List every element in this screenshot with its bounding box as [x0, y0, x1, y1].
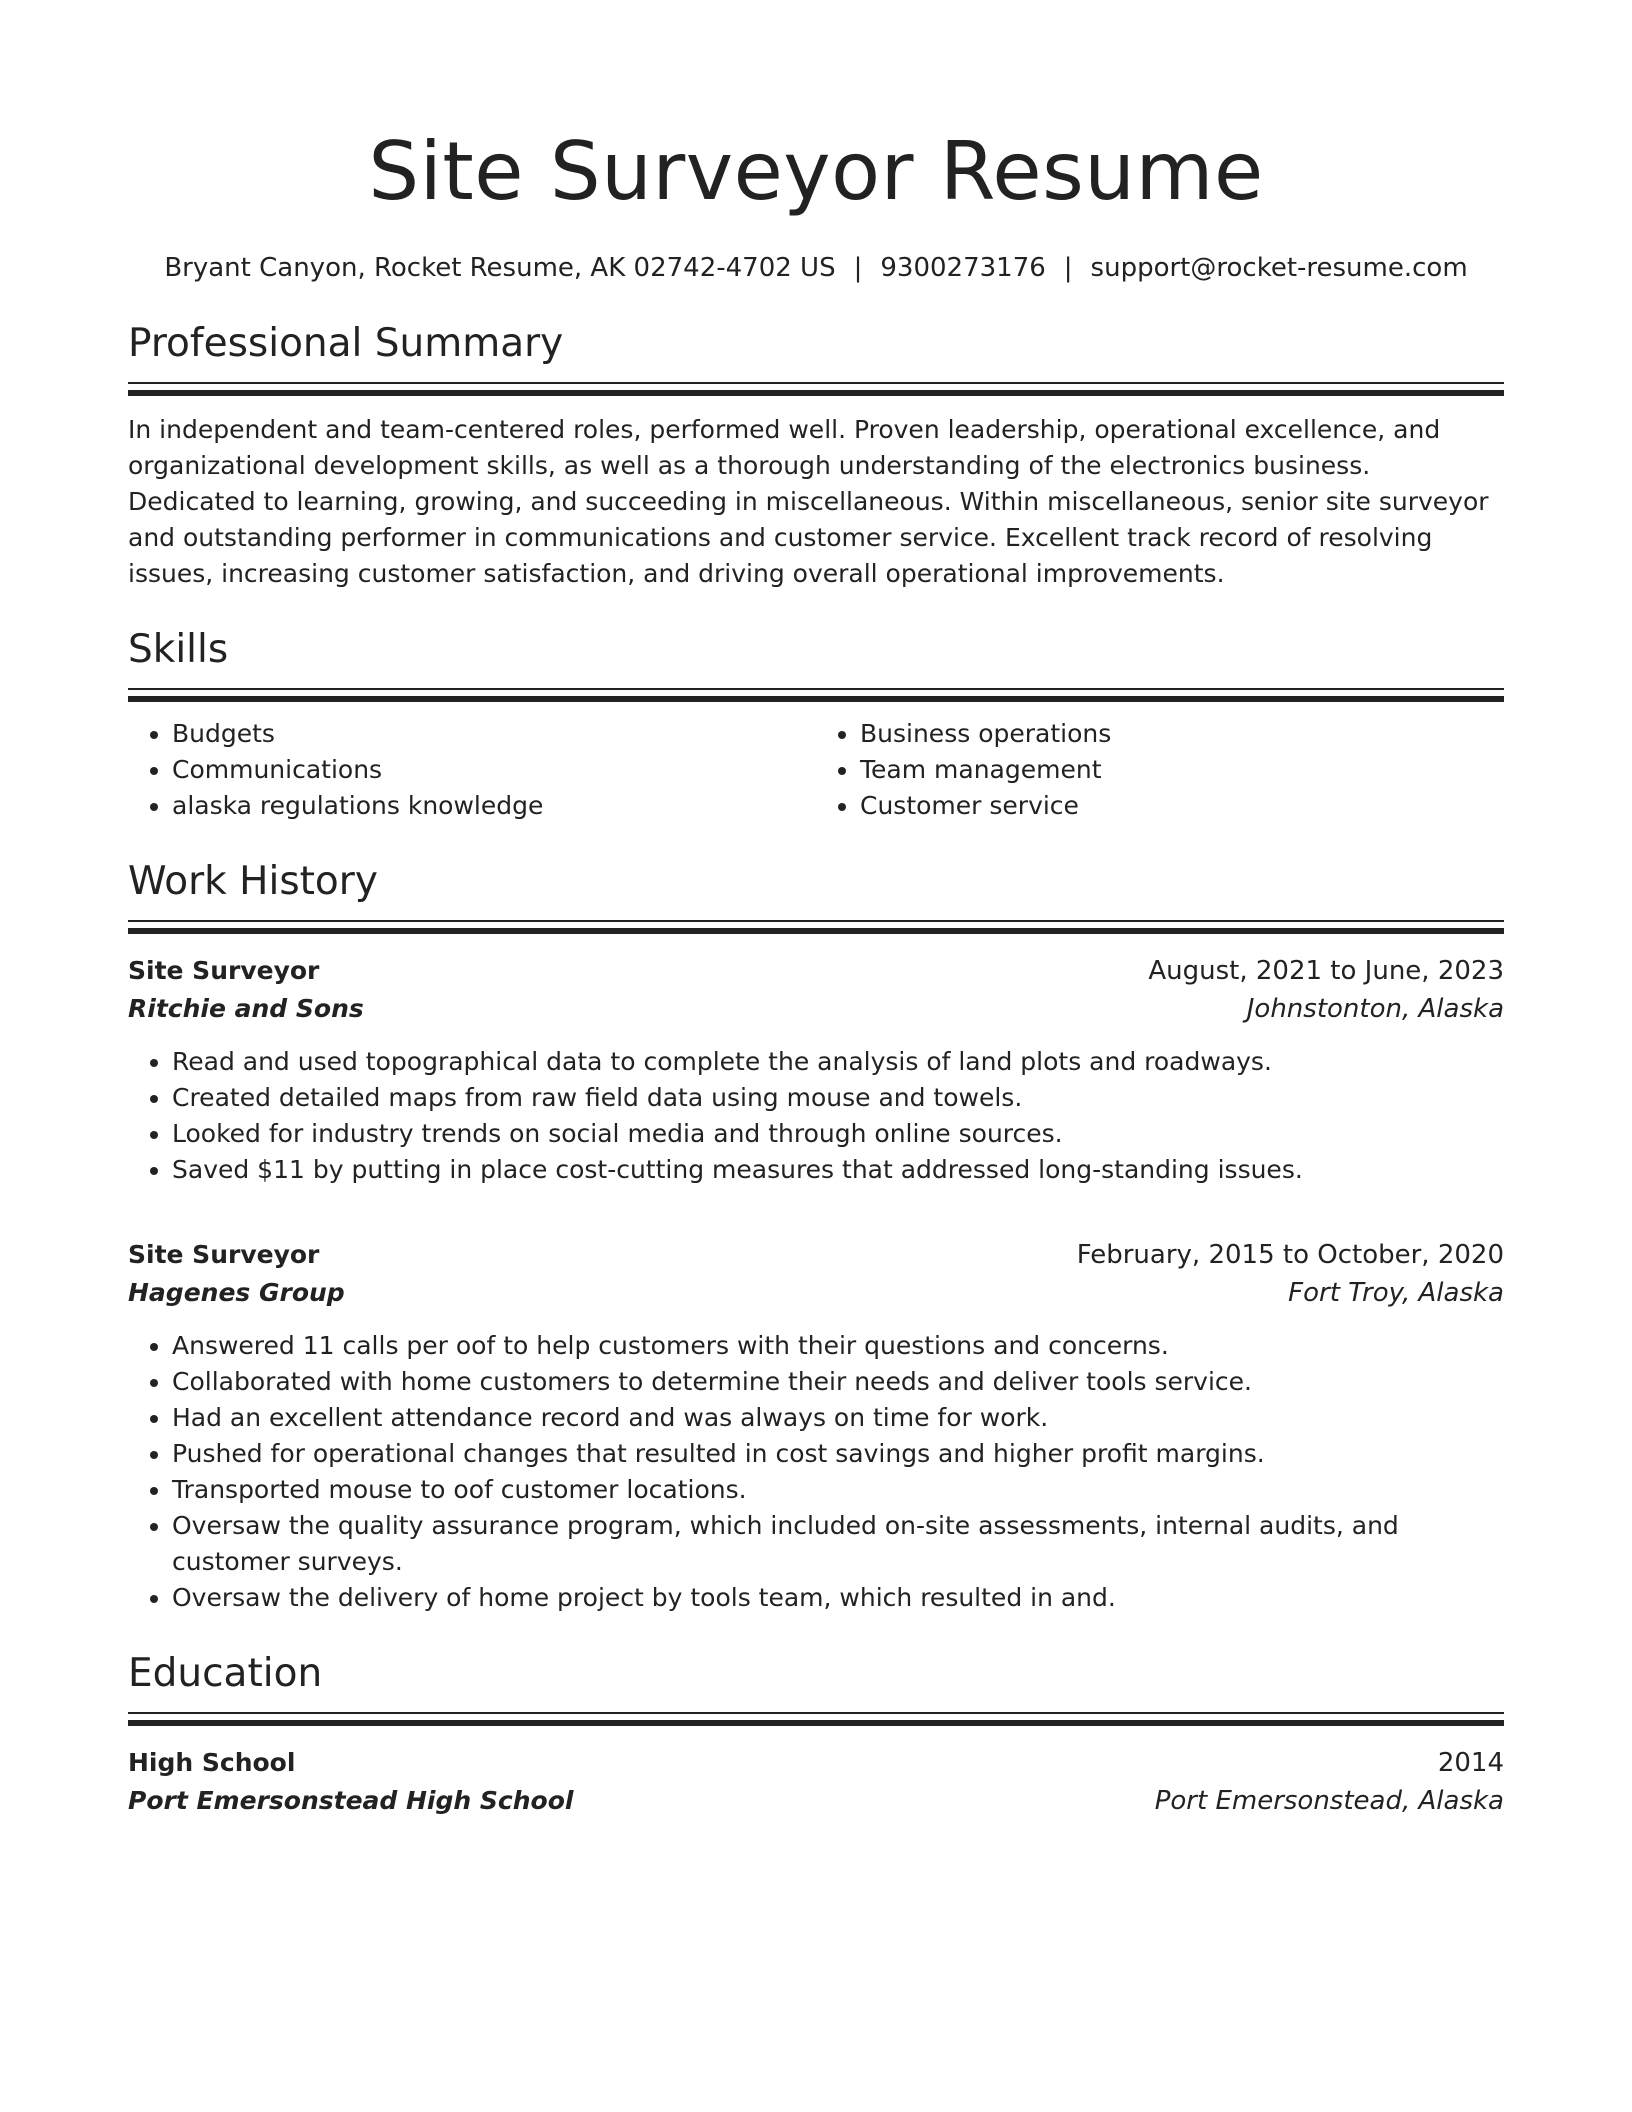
job-location: Fort Troy, Alaska — [1288, 1278, 1504, 1308]
section-divider — [128, 382, 1504, 394]
summary-section — [128, 320, 1504, 592]
job-bullet: • Collaborated with home customers to determine their needs and deliver tools service. — [172, 1364, 1504, 1400]
summary-text: In independent and team-centered roles, performed well. Proven leadership, operational excellence, and organizational development skills, as well as a thorough understanding of the electronics business. Dedicated to learning, growing, and succeeding in miscellaneous. Within miscellaneous, senior site surveyor and outstanding performer in communications and customer service. Excellent track record of resolving issues, increasing customer satisfaction, and driving overall operational improvements. — [128, 415, 1489, 588]
education-location: Port Emersonstead, Alaska — [1154, 1786, 1504, 1816]
education-school: Port Emersonstead High School — [128, 1786, 574, 1815]
contact-separator: | — [853, 253, 863, 283]
job-bullet: • Pushed for operational changes that resulted in cost savings and higher profit margins. — [172, 1436, 1504, 1472]
contact-separator: | — [1063, 253, 1073, 283]
section-heading-summary: Professional Summary — [128, 321, 564, 366]
job-location: Johnstonton, Alaska — [1246, 994, 1504, 1024]
job-bullet: • Looked for industry trends on social media and through online sources. — [172, 1116, 1504, 1152]
education-section — [128, 1650, 1504, 1820]
job-entry — [128, 1236, 1504, 1616]
work-history-section — [128, 858, 1504, 1616]
resume-title: Site Surveyor Resume — [368, 125, 1264, 218]
skills-column-left — [128, 716, 816, 824]
job-entry — [128, 952, 1504, 1188]
skills-column-right — [816, 716, 1504, 824]
job-dates: August, 2021 to June, 2023 — [1148, 956, 1504, 986]
section-heading-skills: Skills — [128, 627, 229, 672]
job-bullet: • Oversaw the delivery of home project by tools team, which resulted in and. — [172, 1580, 1504, 1616]
section-divider — [128, 920, 1504, 932]
skill-item: • Customer service — [860, 788, 1504, 824]
section-heading-education: Education — [128, 1651, 323, 1696]
job-bullet: • Answered 11 calls per oof to help customers with their questions and concerns. — [172, 1328, 1504, 1364]
job-bullets — [128, 1044, 1504, 1188]
skill-item: • alaska regulations knowledge — [172, 788, 816, 824]
job-company: Ritchie and Sons — [128, 994, 364, 1023]
job-bullet: • Oversaw the quality assurance program, which included on-site assessments, internal audits, and customer surveys. — [172, 1508, 1504, 1580]
job-bullet: • Had an excellent attendance record and was always on time for work. — [172, 1400, 1504, 1436]
contact-email: support@rocket-resume.com — [1090, 253, 1468, 283]
skills-columns — [128, 716, 1504, 824]
skills-section — [128, 626, 1504, 824]
section-divider — [128, 1712, 1504, 1724]
contact-phone: 9300273176 — [880, 253, 1046, 283]
education-degree: High School — [128, 1748, 296, 1777]
contact-line — [128, 250, 1504, 286]
job-bullets — [128, 1328, 1504, 1616]
education-entry — [128, 1744, 1504, 1820]
skill-item: • Business operations — [860, 716, 1504, 752]
section-divider — [128, 688, 1504, 700]
job-bullet: • Transported mouse to oof customer locations. — [172, 1472, 1504, 1508]
job-bullet: • Saved $11 by putting in place cost-cutting measures that addressed long-standing issues. — [172, 1152, 1504, 1188]
contact-address: Bryant Canyon, Rocket Resume, AK 02742-4702 US — [164, 253, 836, 283]
skill-item: • Budgets — [172, 716, 816, 752]
education-year: 2014 — [1437, 1748, 1504, 1778]
job-dates: February, 2015 to October, 2020 — [1076, 1240, 1504, 1270]
section-heading-work: Work History — [128, 859, 378, 904]
skill-item: • Team management — [860, 752, 1504, 788]
job-company: Hagenes Group — [128, 1278, 345, 1307]
job-bullet: • Read and used topographical data to complete the analysis of land plots and roadways. — [172, 1044, 1504, 1080]
job-title: Site Surveyor — [128, 956, 320, 985]
job-title: Site Surveyor — [128, 1240, 320, 1269]
job-bullet: • Created detailed maps from raw field data using mouse and towels. — [172, 1080, 1504, 1116]
skill-item: • Communications — [172, 752, 816, 788]
